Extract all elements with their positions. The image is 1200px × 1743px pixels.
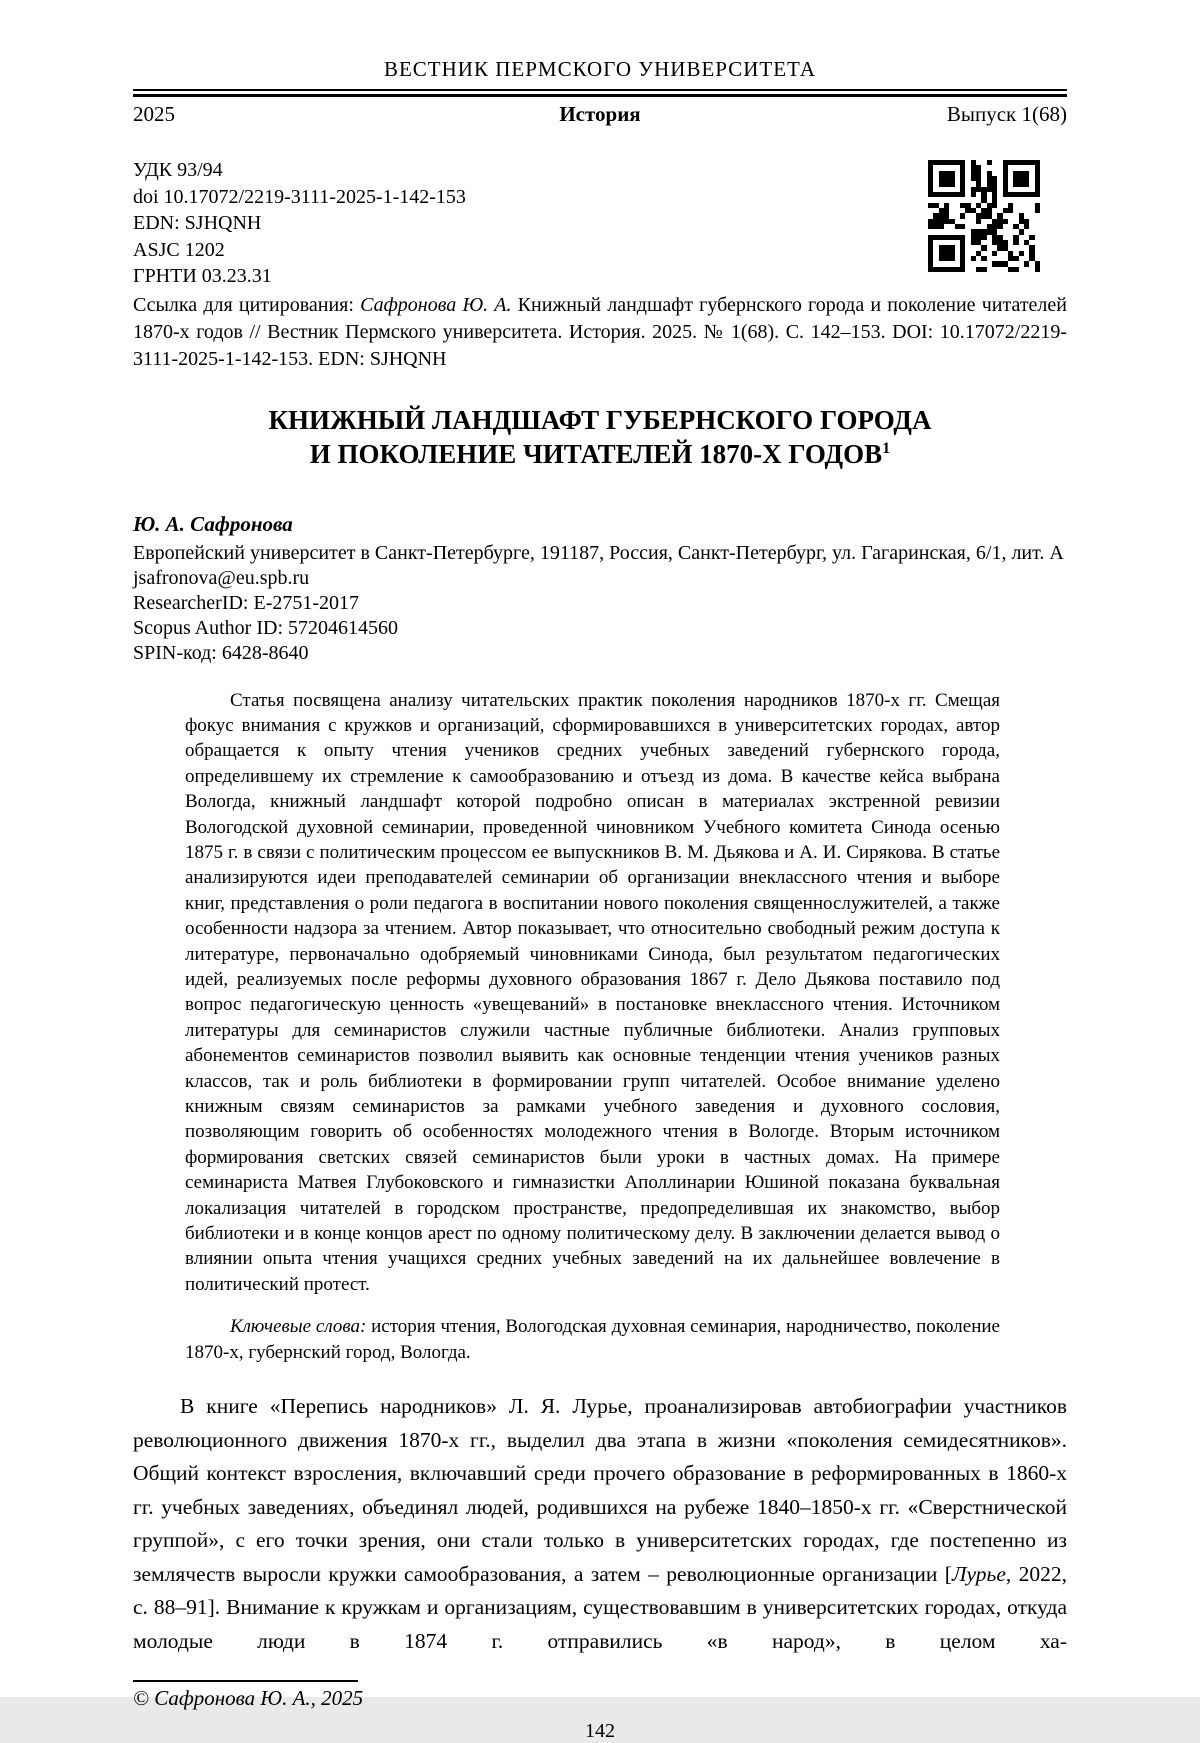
title-footnote-mark: 1 — [882, 438, 891, 457]
header-divider — [133, 89, 1067, 97]
article-title-line2: И ПОКОЛЕНИЕ ЧИТАТЕЛЕЙ 1870-Х ГОДОВ$^1$ — [309, 438, 891, 469]
abstract-paragraph: Статья посвящена анализу читательских практик поколения народников 1870-х гг. Смещая фокус внимания с кружков и организаций, сформировавшихся в университетских городах, автор обращается к опыту чтения учеников средних учебных заведений губернского города, определившему их стремление к самообразованию и отъезд из дома. В качестве кейса выбрана Вологда, книжный ландшафт которой подробно описан в материалах экстренной ревизии Вологодской духовной семинарии, проведенной чиновником Учебного комитета Синода осенью 1875 г. в связи с политическим процессом ее выпускников В. М. Дьякова и А. И. Сирякова. В статье анализируются идеи преподавателей семинарии об организации внеклассного чтения и выборе книг, представления о роли педагога в воспитании нового поколения священнослужителей, а также особенности надзора за чтением. Автор показывает, что относительно свободный режим доступа к литературе, первоначально одобряемый чиновниками Синода, был результатом педагогических идей, реализуемых после реформы духовного образования 1867 г. Дело Дьякова поставило под вопрос педагогическую ценность «увещеваний» в постановке внеклассного чтения. Источником литературы для семинаристов служили частные публичные библиотеки. Анализ групповых абонементов семинаристов позволил выявить как основные тенденции чтения учеников разных классов, так и роль библиотеки в формировании групп читателей. Особое внимание уделено книжным связям семинаристов за рамками учебного заведения и духовного сословия, позволяющим говорить об особенностях молодежного чтения в Вологде. Вторым источником формирования светских связей семинаристов были уроки в частных домах. На примере семинариста Матвея Глубоковского и гимназистки Аполлинарии Юшиной показана буквальная локализация читателей в городском пространстве, предопределившая их знакомство, выбор библиотеки и в конце концов арест по одному политическому делу. В заключении делается вывод о влиянии опыта чтения учащихся средних учебных заведений на их дальнейшее вовлечение в политический протест. — [185, 689, 1000, 1295]
citation-author: Сафронова Ю. А. — [360, 293, 512, 316]
author-name: Ю. А. Сафронова — [133, 511, 293, 536]
citation-label: Ссылка для цитирования: — [133, 293, 361, 316]
qr-code-icon — [928, 160, 1040, 272]
article-title-line1: КНИЖНЫЙ ЛАНДШАФТ ГУБЕРНСКОГО ГОРОДА — [268, 404, 932, 435]
journal-issue: Выпуск 1(68) — [946, 102, 1067, 126]
edn-line: EDN: SJHQNH — [133, 212, 262, 234]
footnote-divider — [133, 1680, 358, 1682]
author-block — [133, 541, 1067, 666]
body-text-before-ref: В книге «Перепись народников» Л. Я. Лурье, проанализировав автобиографии участников революционного движения 1870-х гг., выделил два этапа в жизни «поколения семидесятников». Общий контекст взросления, включавший среди прочего образование в реформированных в 1860-х гг. учебных заведениях, объединял людей, родившихся на рубеже 1840–1850-х гг. «Сверстнической группой», с его точки зрения, они стали только в университетских городах, где постепенно из землячеств выросли кружки самообразования, а затем – революционные организации [ — [133, 1394, 1067, 1586]
author-email: jsafronova@eu.spb.ru — [133, 566, 310, 589]
keywords-text: история чтения, Вологодская духовная семинария, народничество, поколение 1870-х, губернский город, Вологда. — [185, 1316, 1000, 1363]
article-title — [133, 403, 1067, 471]
keywords-paragraph — [185, 1314, 1000, 1365]
udk-line: УДК 93/94 — [133, 159, 223, 181]
journal-header-row — [133, 102, 1067, 127]
author-researcher-id: ResearcherID: E-2751-2017 — [133, 591, 360, 614]
journal-masthead: ВЕСТНИК ПЕРМСКОГО УНИВЕРСИТЕТА — [383, 57, 817, 81]
author-scopus-id: Scopus Author ID: 57204614560 — [133, 616, 398, 639]
article-meta-block — [133, 157, 1067, 290]
body-text-after-ref: , 2022, с. 88–91]. Внимание к кружкам и организациям, существовавшим в университетских городах, откуда молодые люди в 1874 г. отправились «в народ», в целом ха- — [133, 1561, 1068, 1653]
keywords-label: Ключевые слова: — [230, 1316, 367, 1338]
body-paragraph — [133, 1390, 1067, 1658]
body-ref-author: Лурье — [951, 1561, 1006, 1586]
journal-section: История — [559, 102, 641, 126]
doi-line: doi 10.17072/2219-3111-2025-1-142-153 — [133, 185, 466, 208]
grnti-line: ГРНТИ 03.23.31 — [133, 265, 272, 287]
asjc-line: ASJC 1202 — [133, 238, 225, 261]
citation-paragraph — [133, 292, 1067, 373]
citation-rest: Книжный ландшафт губернского города и поколение читателей 1870-х годов // Вестник Пермского университета. История. 2025. № 1(68). С. 142–153. DOI: 10.17072/2219-3111-2025-1-142-153. EDN: SJHQNH — [133, 293, 1067, 370]
author-affiliation: Европейский университет в Санкт-Петербурге, 191187, Россия, Санкт-Петербург, ул. Гагаринская, 6/1, лит. А — [133, 541, 1064, 564]
author-spin-code: SPIN-код: 6428-8640 — [133, 641, 309, 664]
copyright-line: © Сафронова Ю. А., 2025 — [133, 1686, 364, 1711]
page-number: 142 — [585, 1720, 615, 1743]
journal-year: 2025 — [133, 102, 175, 126]
